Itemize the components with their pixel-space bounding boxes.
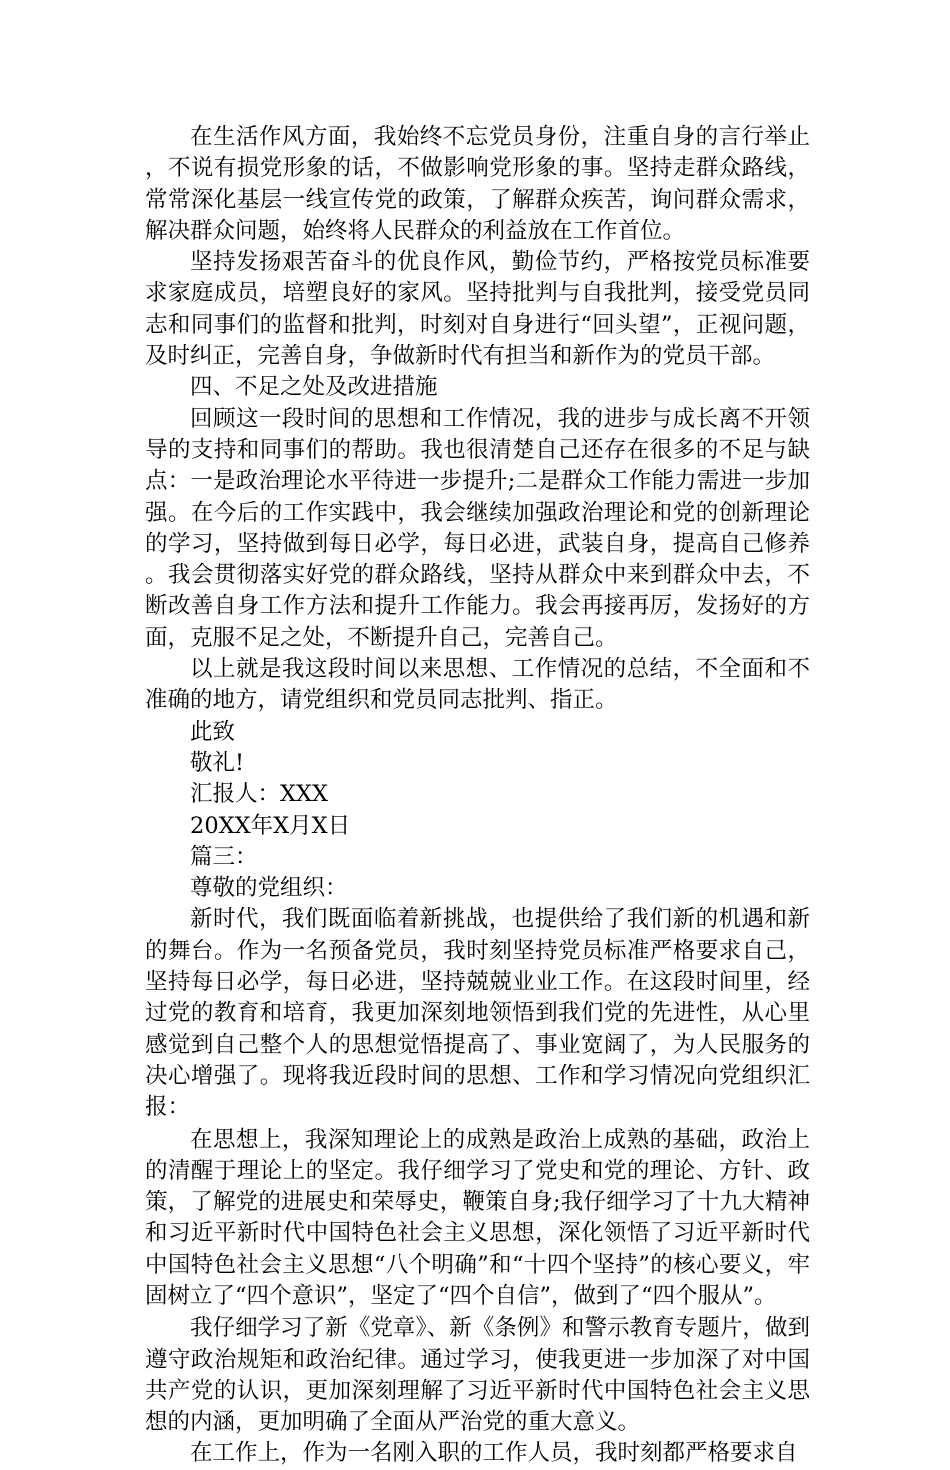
section-heading-shortcomings: 四、不足之处及改进措施: [190, 374, 438, 401]
paragraph-study: 我仔细学习了新《党章》、新《条例》和警示教育专题片，做到遵守政治规矩和政治纪律。通过学习，使我更进一步加深了对中国共产党的认识，更加深刻理解了习近平新时代中国特色社会主义思想的内涵，更加明确了全面从严治党的重大意义。: [145, 1315, 810, 1436]
paragraph-family-style: 坚持发扬艰苦奋斗的优良作风，勤俭节约，严格按党员标准要求家庭成员，培塑良好的家风。坚持批判与自我批判，接受党员同志和同事们的监督和批判，时刻对自身进行“回头望”，正视问题，及时纠正，完善自身，争做新时代有担当和新作为的党员干部。: [145, 249, 810, 370]
closing-regards: 敬礼!: [190, 749, 245, 776]
chapter-heading: 篇三：: [190, 843, 258, 870]
closing-salutation: 此致: [190, 718, 236, 745]
reporter-line: 汇报人：XXX: [190, 781, 329, 808]
paragraph-review: 回顾这一段时间的思想和工作情况，我的进步与成长离不开领导的支持和同事们的帮助。我也很清楚自己还存在很多的不足与缺点：一是政治理论水平待进一步提升;二是群众工作能力需进一步加强。在今后的工作实践中，我会继续加强政治理论和党的创新理论的学习，坚持做到每日必学，每日必进，武装自身，提高自己修养。我会贯彻落实好党的群众路线，坚持从群众中来到群众中去，不断改善自身工作方法和提升工作能力。我会再接再厉，发扬好的方面，克服不足之处，不断提升自己，完善自己。: [145, 405, 810, 651]
paragraph-ideology: 在思想上，我深知理论上的成熟是政治上成熟的基础，政治上的清醒于理论上的坚定。我仔细学习了党史和党的理论、方针、政策，了解党的进展史和荣辱史，鞭策自身;我仔细学习了十九大精神和习近平新时代中国特色社会主义思想，深化领悟了习近平新时代中国特色社会主义思想“八个明确”和“十四个坚持”的核心要义，牢固树立了“四个意识”，坚定了“四个自信”，做到了“四个服从”。: [145, 1126, 810, 1309]
greeting: 尊敬的党组织：: [190, 875, 348, 902]
paragraph-lifestyle: 在生活作风方面，我始终不忘党员身份，注重自身的言行举止，不说有损党形象的话，不做影响党形象的事。坚持走群众路线，常常深化基层一线宣传党的政策，了解群众疾苦，询问群众需求，解决群众问题，始终将人民群众的利益放在工作首位。: [145, 124, 810, 244]
paragraph-new-era: 新时代，我们既面临着新挑战，也提供给了我们新的机遇和新的舞台。作为一名预备党员，我时刻坚持党员标准严格要求自己，坚持每日必学，每日必进，坚持兢兢业业工作。在这段时间里，经过党的教育和培育，我更加深刻地领悟到我们党的先进性，从心里感觉到自己整个人的思想觉悟提高了、事业宽阔了，为人民服务的决心增强了。现将我近段时间的思想、工作和学习情况向党组织汇报：: [145, 906, 810, 1121]
date-line: 20XX年X月X日: [190, 812, 351, 839]
paragraph-work: 在工作上，作为一名刚入职的工作人员，我时刻都严格要求自: [190, 1440, 798, 1467]
paragraph-summary: 以上就是我这段时间以来思想、工作情况的总结，不全面和不准确的地方，请党组织和党员同志批判、指正。: [145, 656, 810, 714]
document-body: [145, 122, 810, 1470]
